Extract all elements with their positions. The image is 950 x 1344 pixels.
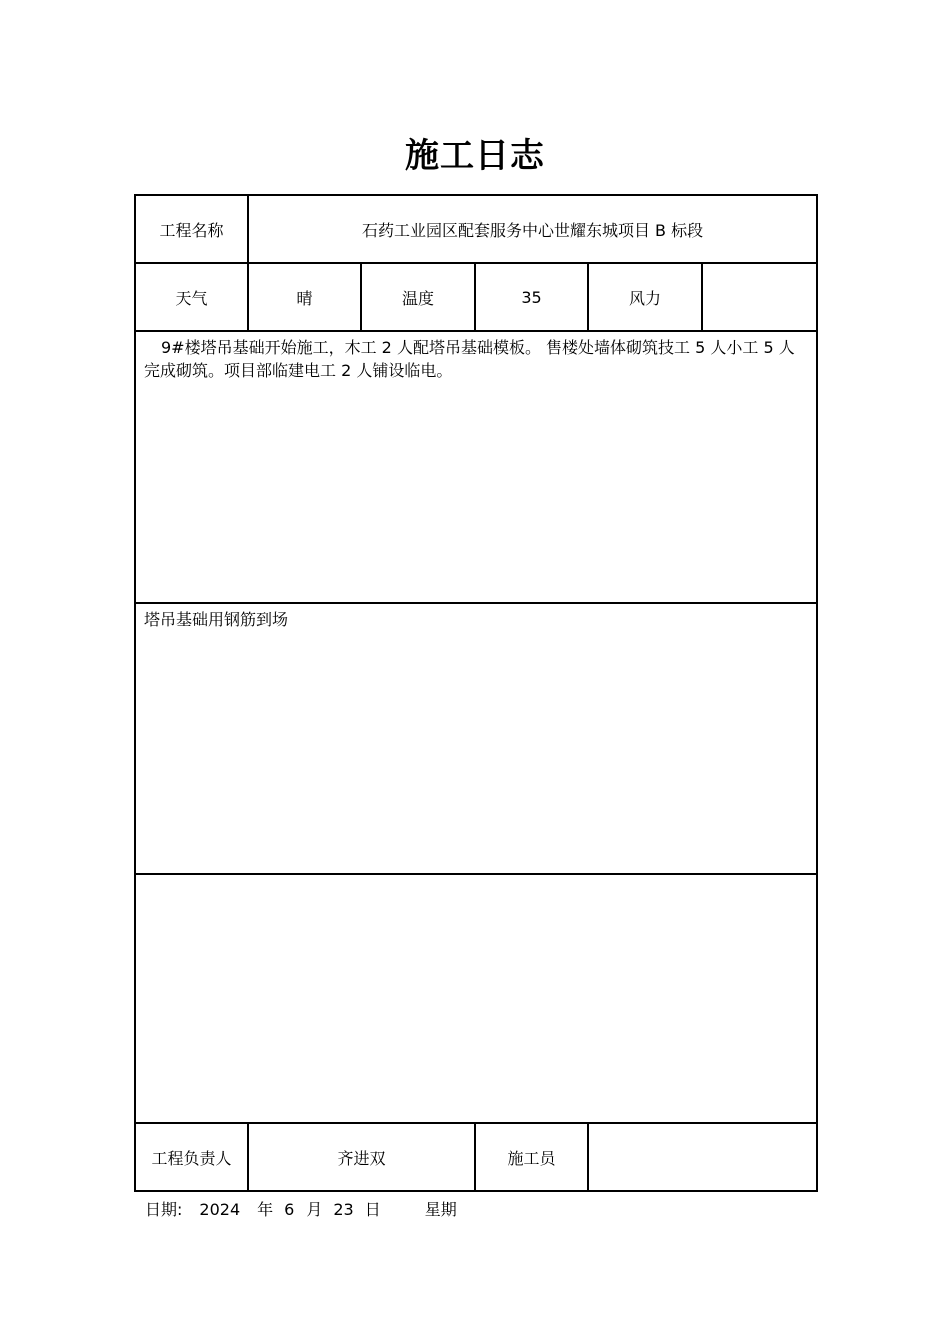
materials-row <box>135 603 817 874</box>
temperature-label: 温度 <box>361 263 475 331</box>
signoff-row <box>135 1123 817 1191</box>
weather-row <box>135 263 817 331</box>
wind-value[interactable] <box>702 263 817 331</box>
worker-label: 施工员 <box>475 1123 588 1191</box>
other-cell[interactable] <box>135 874 817 1123</box>
materials-cell[interactable] <box>135 603 817 874</box>
manager-value[interactable]: 齐进双 <box>248 1123 475 1191</box>
page-title: 施工日志 <box>405 136 545 176</box>
weekday-label: 星期 <box>424 1200 457 1219</box>
materials-text: 塔吊基础用钢筋到场 <box>144 610 289 629</box>
date-month-unit: 月 <box>306 1200 323 1219</box>
construction-log-table <box>134 194 818 1192</box>
project-row <box>135 195 817 263</box>
weather-label: 天气 <box>135 263 248 331</box>
date-day: 23 <box>333 1200 354 1219</box>
work-content-text: 9#楼塔吊基础开始施工，木工 2 人配塔吊基础模板。 售楼处墙体砌筑技工 5 人小工 5 人完成砌筑。项目部临建电工 2 人铺设临电。 <box>144 338 795 380</box>
date-month: 6 <box>284 1200 295 1219</box>
date-year: 2024 <box>199 1200 241 1219</box>
manager-label: 工程负责人 <box>135 1123 248 1191</box>
project-name-value[interactable]: 石药工业园区配套服务中心世耀东城项目 B 标段 <box>248 195 817 263</box>
work-content-cell[interactable] <box>135 331 817 603</box>
date-day-unit: 日 <box>364 1200 381 1219</box>
other-row <box>135 874 817 1123</box>
work-content-row <box>135 331 817 603</box>
wind-label: 风力 <box>588 263 702 331</box>
date-line <box>145 1197 457 1220</box>
date-label: 日期: <box>145 1200 183 1219</box>
temperature-value[interactable]: 35 <box>475 263 588 331</box>
weather-value[interactable]: 晴 <box>248 263 361 331</box>
project-name-label: 工程名称 <box>135 195 248 263</box>
date-year-unit: 年 <box>257 1200 274 1219</box>
worker-value[interactable] <box>588 1123 817 1191</box>
